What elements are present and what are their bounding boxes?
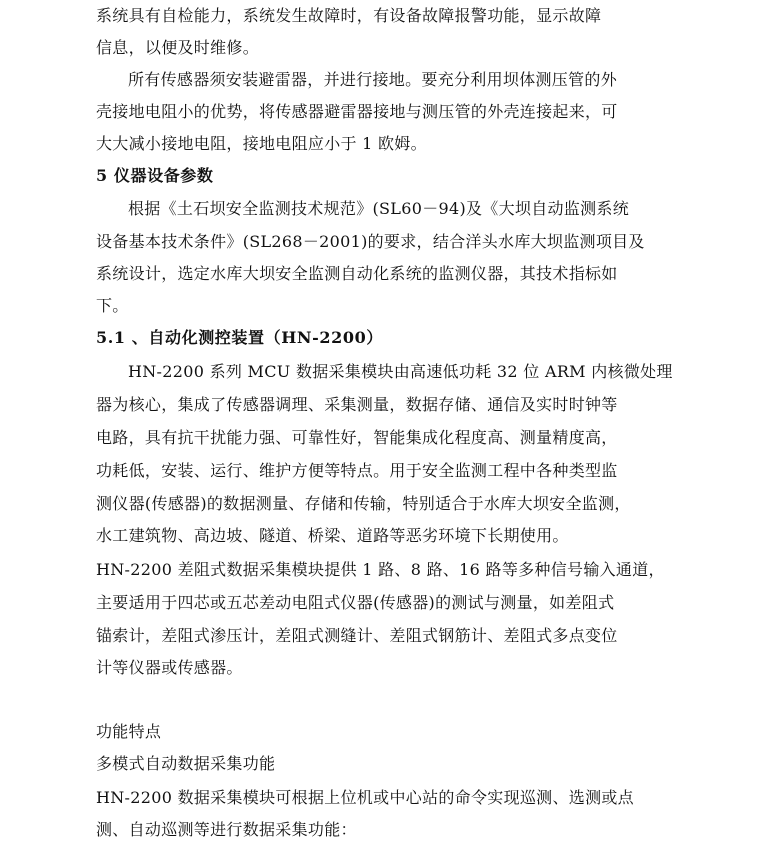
paragraph-line: HN-2200 系列 MCU 数据采集模块由高速低功耗 32 位 ARM 内核微处理 <box>128 362 673 381</box>
paragraph-line: 器为核心，集成了传感器调理、采集测量，数据存储、通信及实时时钟等 <box>96 395 618 414</box>
paragraph-line: 根据《土石坝安全监测技术规范》(SL60－94)及《大坝自动监测系统 <box>128 199 629 218</box>
paragraph-line: 设备基本技术条件》(SL268－2001)的要求，结合洋头水库大坝监测项目及 <box>96 232 645 251</box>
paragraph-line: 计等仪器或传感器。 <box>96 658 243 677</box>
paragraph-line: 系统具有自检能力，系统发生故障时，有设备故障报警功能，显示故障 <box>96 6 602 25</box>
feature-title: 功能特点 <box>96 722 162 741</box>
paragraph-line: 测仪器(传感器)的数据测量、存储和传输，特别适合于水库大坝安全监测， <box>96 494 631 513</box>
paragraph-line: 大大减小接地电阻，接地电阻应小于 1 欧姆。 <box>96 134 427 153</box>
paragraph-line: 下。 <box>96 296 129 315</box>
paragraph-line: 主要适用于四芯或五芯差动电阻式仪器(传感器)的测试与测量，如差阻式 <box>96 593 615 612</box>
paragraph-line: 测、自动巡测等进行数据采集功能： <box>96 820 357 839</box>
section-heading: 5 仪器设备参数 <box>96 166 214 185</box>
subsection-heading: 5.1 、自动化测控装置（HN-2200） <box>96 328 383 347</box>
paragraph-line: HN-2200 数据采集模块可根据上位机或中心站的命令实现巡测、选测或点 <box>96 788 634 807</box>
paragraph-line: 信息，以便及时维修。 <box>96 38 260 57</box>
paragraph-line: 电路，具有抗干扰能力强、可靠性好，智能集成化程度高、测量精度高， <box>96 428 618 447</box>
paragraph-line: 壳接地电阻小的优势，将传感器避雷器接地与测压管的外壳连接起来，可 <box>96 102 618 121</box>
paragraph-line: 功耗低，安装、运行、维护方便等特点。用于安全监测工程中各种类型监 <box>96 461 618 480</box>
paragraph-line: 水工建筑物、高边坡、隧道、桥梁、道路等恶劣环境下长期使用。 <box>96 526 569 545</box>
feature-subtitle: 多模式自动数据采集功能 <box>96 754 276 773</box>
paragraph-line: 所有传感器须安装避雷器，并进行接地。要充分利用坝体测压管的外 <box>128 70 618 89</box>
paragraph-line: HN-2200 差阻式数据采集模块提供 1 路、8 路、16 路等多种信号输入通道， <box>96 560 665 579</box>
paragraph-line: 系统设计，选定水库大坝安全监测自动化系统的监测仪器，其技术指标如 <box>96 264 618 283</box>
paragraph-line: 锚索计，差阻式渗压计，差阻式测缝计、差阻式钢筋计、差阻式多点变位 <box>96 626 618 645</box>
